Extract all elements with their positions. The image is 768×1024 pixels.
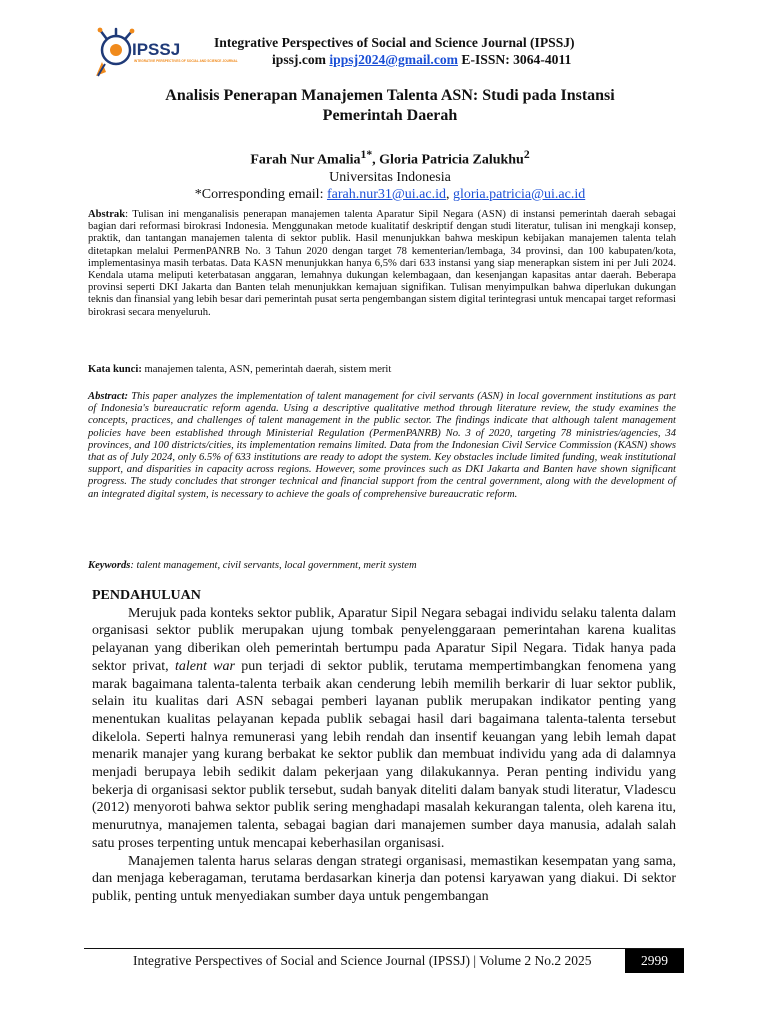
abstract-id-label: Abstrak bbox=[88, 209, 126, 220]
journal-contact-line bbox=[272, 52, 571, 68]
paragraph-1-part-b: pun terjadi di sektor publik, terutama mempertimbangkan fenomena yang marak bagaimana talenta-talenta terbaik akan cenderung lebih memilih berkarir di luar sektor publik, selain itu kualitas dari ASN sebagai pemberi layanan publik merupakan indikator penting yang menentukan kualitas pelayanan kepada publik sebagai hasil dari bagaimana talenta-talenta tersebut dikelola. Seperti halnya remunerasi yang lebih rendah dan insentif keuangan yang lebih lemah dapat menarik manajer yang kurang berbakat ke sektor publik dan membuat individu yang ada di dalamnya menjadi berupaya lebih sedikit dalam pekerjaan yang dilakukannya. Peran penting individu yang bekerja di organisasi sektor publik tersebut, sudah banyak diteliti dalam banyak studi literatur, Vladescu (2012) menyoroti bahwa sektor publik sering menghadapi masalah kekurangan talenta, oleh karena itu, menurutnya, manajemen talenta, sebagai bagian dari manajemen sumber daya manusia, adalah salah satu proses terpenting untuk mencapai keberhasilan organisasi. bbox=[92, 658, 676, 851]
eissn: E-ISSN: 3064-4011 bbox=[461, 52, 572, 67]
paragraph-2: Manajemen talenta harus selaras dengan strategi organisasi, memastikan kesempatan yang sama, dan menjaga keberagaman, terutama berdasarkan kinerja dan potensi karyawan yang diakui. Di sektor publik, penting untuk menyediakan sumber daya untuk pengembangan bbox=[92, 853, 676, 904]
author-2: Gloria Patricia Zalukhu bbox=[379, 152, 524, 168]
author-1-affil: 1* bbox=[360, 148, 373, 161]
author-block bbox=[90, 146, 690, 203]
keywords-id-label: Kata kunci: bbox=[88, 364, 142, 375]
keywords-en-text: : talent management, civil servants, local government, merit system bbox=[130, 560, 417, 571]
paragraph-1-part-a: Merujuk pada konteks sektor publik, Aparatur Sipil Negara sebagai individu selaku talenta dalam organisasi sektor publik merupakan ujung tombak penyelenggaraan pemerintahan karena kualitas pelayanan yang diberikan oleh pemerintah bertumpu pada Aparatur Sipil Negara. Tidak hanya pada sektor privat, bbox=[92, 605, 676, 674]
abstract-id-text: : Tulisan ini menganalisis penerapan manajemen talenta Aparatur Sipil Negara (ASN) di instansi pemerintah daerah sebagai bagian dari reformasi birokrasi Indonesia. Menggunakan metode kualitatif deskriptif dengan studi literatur, tulisan ini mengkaji konsep, praktik, dan tantangan manajemen talenta di sektor publik. Hasil menunjukkan bahwa meskipun kebijakan manajemen talenta telah ditetapkan melalui PermenPANRB No. 3 Tahun 2020 dengan target 78 kementerian/lembaga, 34 provinsi, dan 100 kabupaten/kota, implementasinya masih terbatas. Data KASN menunjukkan hanya 6,5% dari 633 instansi yang siap menerapkan sistem ini per Juli 2024. Kendala utama meliputi keterbatasan anggaran, lemahnya dukungan kelembagaan, dan kesenjangan kapasitas antar daerah. Beberapa provinsi seperti DKI Jakarta dan Banten telah menunjukkan kemajuan signifikan. Tulisan menyimpulkan bahwa diperlukan dukungan teknis dan finansial yang lebih besar dari pemerintah pusat serta pengembangan sistem digital terintegrasi untuk mencapai target reformasi birokrasi secara menyeluruh. bbox=[88, 209, 676, 318]
section-heading: PENDAHULUAN bbox=[92, 588, 201, 603]
email-label: *Corresponding email: bbox=[194, 186, 327, 202]
paragraph-1 bbox=[92, 605, 676, 853]
footer-divider bbox=[84, 948, 684, 949]
journal-email-link[interactable]: ippsj2024@gmail.com bbox=[329, 52, 458, 67]
author-2-affil: 2 bbox=[523, 148, 530, 161]
article-body bbox=[92, 587, 676, 906]
journal-header bbox=[92, 28, 692, 84]
logo-subtitle: INTEGRATIVE PERSPECTIVES OF SOCIAL AND SCIENCE JOURNAL bbox=[134, 59, 238, 63]
email-link-2[interactable]: gloria.patricia@ui.ac.id bbox=[452, 186, 586, 202]
keywords-en-label: Keywords bbox=[88, 560, 131, 571]
journal-website[interactable]: ipssj.com bbox=[272, 52, 326, 67]
footer-citation: Integrative Perspectives of Social and Science Journal (IPSSJ) | Volume 2 No.2 2025 bbox=[133, 953, 592, 968]
email-link-1[interactable]: farah.nur31@ui.ac.id bbox=[326, 186, 446, 202]
author-names bbox=[90, 146, 690, 169]
keywords-indonesian bbox=[88, 364, 676, 376]
corresponding-email bbox=[90, 186, 690, 203]
title-line-2: Pemerintah Daerah bbox=[322, 107, 458, 124]
affiliation: Universitas Indonesia bbox=[329, 169, 451, 185]
logo-wordmark: IPSSJ bbox=[132, 40, 181, 59]
keywords-id-text: manajemen talenta, ASN, pemerintah daerah, sistem merit bbox=[141, 364, 392, 375]
article-title bbox=[90, 86, 690, 126]
author-separator: , bbox=[372, 152, 380, 168]
abstract-english bbox=[88, 391, 676, 501]
title-line-1: Analisis Penerapan Manajemen Talenta ASN: Studi pada Instansi bbox=[165, 87, 615, 104]
author-1: Farah Nur Amalia bbox=[250, 152, 361, 168]
paragraph-1-emphasis: talent war bbox=[174, 658, 235, 674]
journal-name: Integrative Perspectives of Social and Science Journal (IPSSJ) bbox=[214, 35, 575, 50]
abstract-en-text: This paper analyzes the implementation of talent management for civil servants (ASN) in local government institutions as part of Indonesia's bureaucratic reform agenda. Using a descriptive qualitative method through literature review, the study examines the concepts, practices, and challenges of talent management in the public sector. The findings indicate that although talent management policies have been established through Ministerial Regulation (PermenPANRB) No. 3 of 2020, targeting 78 ministries/agencies, 34 provinces, and 100 districts/cities, its implementation remains limited. Data from the Indonesian Civil Service Commission (KASN) shows that as of July 2024, only 6.5% of 633 institutions are ready to adopt the system. Key obstacles include limited funding, weak institutional support, and disparities in capacity across regions. However, some provinces such as DKI Jakarta and Banten have shown significant progress. The study concludes that stronger technical and financial support from the central government, along with the development of an integrated digital system, is necessary to achieve the goals of comprehensive bureaucratic reform. bbox=[88, 391, 676, 500]
ipssj-logo bbox=[92, 28, 238, 80]
abstract-en-label: Abstract: bbox=[88, 391, 129, 402]
email-separator: , bbox=[445, 186, 453, 202]
page-number: 2999 bbox=[625, 949, 684, 973]
abstract-indonesian bbox=[88, 209, 676, 319]
keywords-english bbox=[88, 560, 676, 572]
logo-emblem-icon bbox=[96, 28, 134, 76]
